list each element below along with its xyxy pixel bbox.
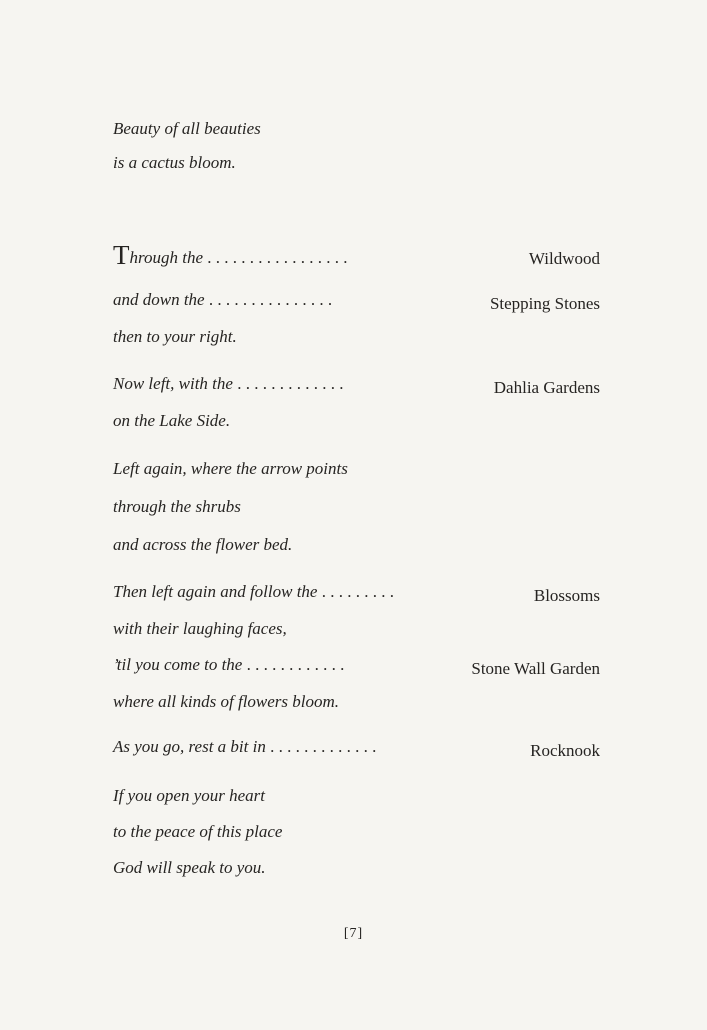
line-flowers-bloom: where all kinds of flowers bloom. [113, 692, 340, 711]
entry-lead-text: ’til you come to the [113, 655, 243, 674]
line-left-again: Left again, where the arrow points [113, 459, 348, 478]
entry-stone-wall-lead [113, 654, 344, 676]
entry-blossoms-lead [113, 581, 394, 603]
epigraph-line-1: Beauty of all beauties [113, 119, 261, 138]
entry-lead-text: As you go, rest a bit in [113, 737, 266, 756]
destination-dahlia-gardens: Dahlia Gardens [493, 378, 600, 397]
entry-lead-text: hrough the [129, 248, 204, 267]
destination-blossoms: Blossoms [533, 586, 600, 605]
entry-lead-text: Then left again and follow the [113, 582, 318, 601]
leader-dots: . . . . . . . . . . . . . [270, 737, 377, 756]
destination-rocknook: Rocknook [530, 741, 600, 760]
leader-dots: . . . . . . . . . . . . . . . . . [207, 248, 348, 267]
page-number: [7] [343, 926, 364, 941]
line-open-heart: If you open your heart [113, 786, 266, 805]
destination-stepping-stones: Stepping Stones [489, 294, 600, 313]
entry-lead-text: and down the [113, 290, 205, 309]
entry-dahlia-gardens-lead [113, 373, 343, 395]
line-across-flower-bed: and across the flower bed. [113, 535, 293, 554]
entry-lead-text: Now left, with the [113, 374, 233, 393]
line-laughing-faces: with their laughing faces, [113, 619, 287, 638]
line-peace-place: to the peace of this place [113, 822, 283, 841]
leader-dots: . . . . . . . . . . . . . . . [208, 290, 333, 309]
line-then-right: then to your right. [113, 327, 237, 346]
drop-cap: T [113, 240, 130, 270]
destination-wildwood: Wildwood [528, 249, 600, 268]
entry-rocknook-lead [113, 736, 376, 758]
entry-wildwood-lead [113, 240, 348, 270]
epigraph-line-2: is a cactus bloom. [113, 153, 236, 172]
line-lake-side: on the Lake Side. [113, 411, 231, 430]
entry-stepping-stones-lead [113, 289, 332, 311]
leader-dots: . . . . . . . . . . . . . [237, 374, 344, 393]
destination-stone-wall-garden: Stone Wall Garden [471, 659, 600, 678]
line-god-speak: God will speak to you. [113, 858, 266, 877]
line-through-shrubs: through the shrubs [113, 497, 241, 516]
leader-dots: . . . . . . . . . . . . [246, 655, 345, 674]
leader-dots: . . . . . . . . . [321, 582, 394, 601]
